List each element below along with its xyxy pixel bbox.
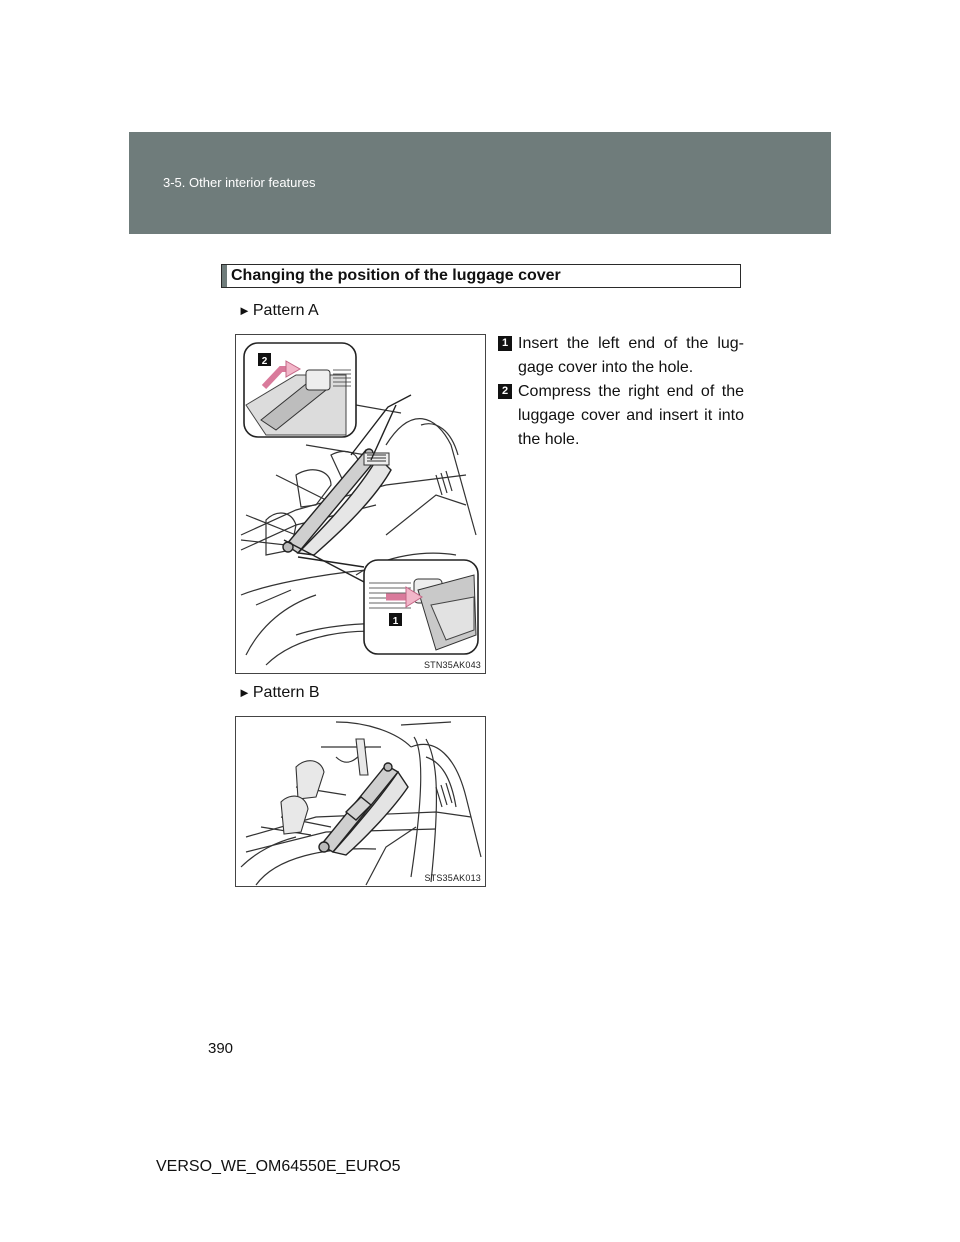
luggage-cover-pattern-b-illustration xyxy=(236,717,485,886)
section-title: 3-5. Other interior features xyxy=(163,175,316,190)
step-1 xyxy=(498,332,744,380)
pointer-icon: ► xyxy=(238,685,251,700)
svg-text:1: 1 xyxy=(392,616,399,627)
step-2-badge: 2 xyxy=(498,384,512,399)
pointer-icon: ► xyxy=(238,303,251,318)
page-number: 390 xyxy=(208,1040,234,1057)
luggage-cover-pattern-a-illustration xyxy=(236,335,485,673)
pattern-b-label: ► Pattern B xyxy=(238,684,320,701)
heading-accent-bar xyxy=(222,265,227,287)
figure-code: STS35AK013 xyxy=(424,873,481,883)
document-code: VERSO_WE_OM64550E_EURO5 xyxy=(156,1158,401,1175)
step-1-text: Insert the left end of the lug-gage cover into the hole. xyxy=(518,335,744,376)
step-1-badge: 1 xyxy=(498,336,512,351)
figure-pattern-b xyxy=(235,716,486,887)
step-2 xyxy=(498,380,744,452)
heading-text: Changing the position of the luggage cover xyxy=(231,267,561,284)
section-heading xyxy=(221,264,741,288)
figure-code: STN35AK043 xyxy=(423,660,481,670)
figure-pattern-a xyxy=(235,334,486,674)
pattern-a-label: ► Pattern A xyxy=(238,302,319,319)
svg-text:2: 2 xyxy=(261,356,268,367)
step-2-text: Compress the right end of the luggage cover and insert it into the hole. xyxy=(518,383,744,448)
